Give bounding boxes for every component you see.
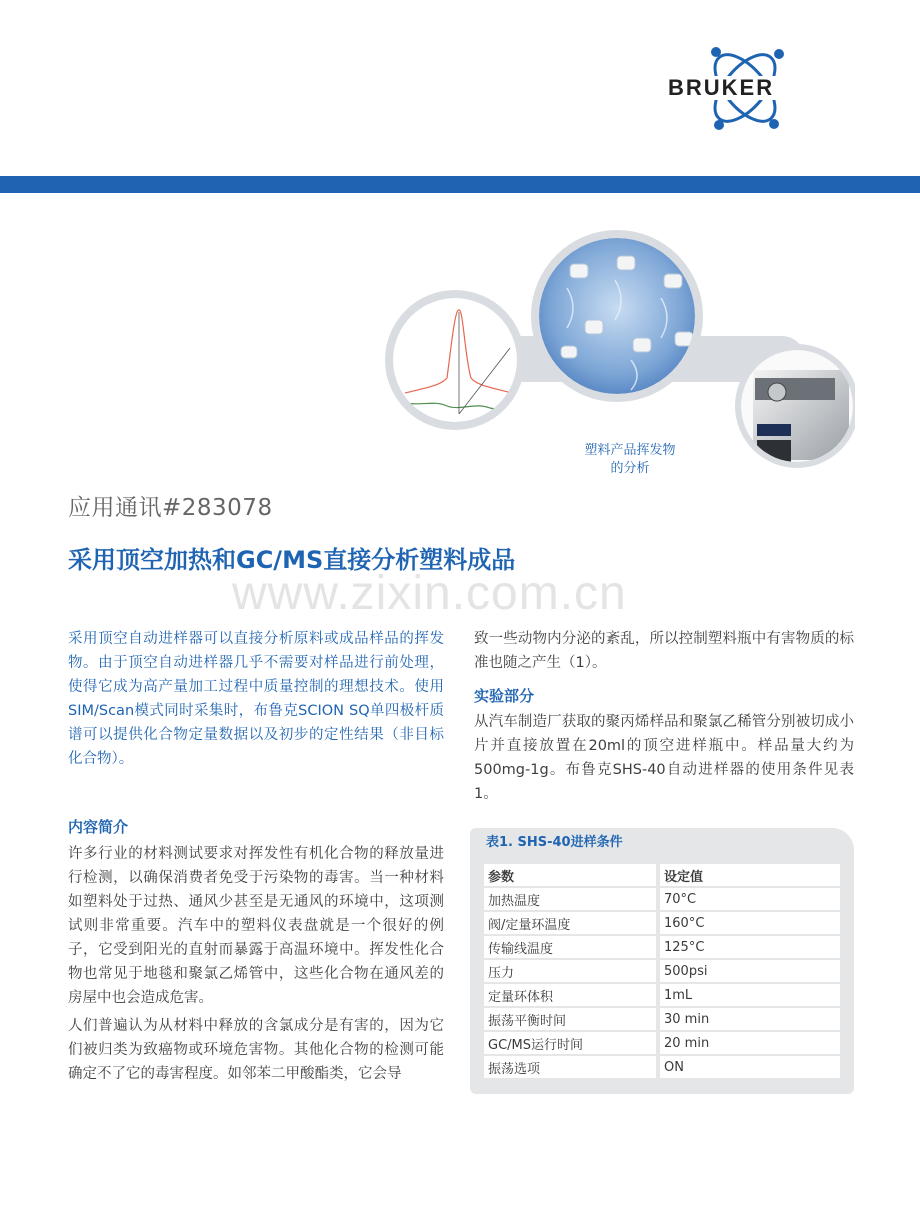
value-cell: ON bbox=[660, 1056, 840, 1078]
header-setting: 设定值 bbox=[660, 864, 840, 886]
param-cell: 定量环体积 bbox=[484, 984, 660, 1006]
table-row bbox=[484, 984, 840, 1006]
conditions-table bbox=[484, 862, 840, 1080]
param-cell: 传输线温度 bbox=[484, 936, 660, 958]
caption-line-2: 的分析 bbox=[610, 461, 650, 476]
header-parameter: 参数 bbox=[484, 864, 660, 886]
param-cell: 加热温度 bbox=[484, 888, 660, 910]
table-header-row bbox=[484, 864, 840, 886]
experimental-heading: 实验部分 bbox=[474, 687, 535, 705]
experimental-text: 从汽车制造厂获取的聚丙烯样品和聚氯乙稀管分别被切成小片并直接放置在20ml的顶空进样瓶中。样品量大约为500mg-1g。布鲁克SHS-40自动进样器的使用条件见表1。 bbox=[474, 714, 854, 802]
caption-line-1: 塑料产品挥发物 bbox=[584, 443, 676, 458]
table-row bbox=[484, 936, 840, 958]
table-caption: 表1. SHS-40进样条件 bbox=[486, 835, 623, 850]
value-cell: 160°C bbox=[660, 912, 840, 934]
param-cell: 压力 bbox=[484, 960, 660, 982]
intro-paragraph-1: 许多行业的材料测试要求对挥发性有机化合物的释放量进行检测，以确保消费者免受于污染物的毒害。当一种材料如塑料处于过热、通风少甚至是无通风的环境中，这项测试则非常重要。汽车中的塑料仪表盘就是一个很好的例子，它受到阳光的直射而暴露于高温环境中。挥发性化合物也常见于地毯和聚氯乙烯管中，这些化合物在通风差的房屋中也会造成危害。 bbox=[68, 846, 444, 1006]
hero-illustration bbox=[385, 228, 855, 468]
param-cell: GC/MS运行时间 bbox=[484, 1032, 660, 1054]
header-band bbox=[0, 176, 920, 193]
bruker-logo bbox=[660, 40, 830, 135]
conditions-table-box bbox=[470, 828, 854, 1094]
abstract-text: 采用顶空自动进样器可以直接分析原料或成品样品的挥发物。由于顶空自动进样器几乎不需要对样品进行前处理，使得它成为高产量加工过程中质量控制的理想技术。使用SIM/Scan模式同时采集时，布鲁克SCION SQ单四极杆质谱可以提供化合物定量数据以及初步的定性结果（非目标化合物）。 bbox=[68, 631, 444, 767]
brand-name: BRUKER bbox=[668, 75, 775, 100]
value-cell: 70°C bbox=[660, 888, 840, 910]
value-cell: 1mL bbox=[660, 984, 840, 1006]
value-cell: 125°C bbox=[660, 936, 840, 958]
table-row bbox=[484, 1056, 840, 1078]
value-cell: 500psi bbox=[660, 960, 840, 982]
hero-caption bbox=[560, 442, 700, 478]
value-cell: 30 min bbox=[660, 1008, 840, 1030]
page-title: 采用顶空加热和GC/MS直接分析塑料成品 bbox=[68, 546, 516, 574]
table-row bbox=[484, 888, 840, 910]
intro-heading: 内容简介 bbox=[68, 818, 129, 836]
chromatogram-image bbox=[393, 298, 517, 422]
param-cell: 振荡选项 bbox=[484, 1056, 660, 1078]
autosampler-image bbox=[741, 350, 853, 462]
value-cell: 20 min bbox=[660, 1032, 840, 1054]
intro-continuation: 致一些动物内分泌的紊乱，所以控制塑料瓶中有害物质的标准也随之产生（1）。 bbox=[474, 631, 854, 671]
param-cell: 振荡平衡时间 bbox=[484, 1008, 660, 1030]
param-cell: 阀/定量环温度 bbox=[484, 912, 660, 934]
table-row bbox=[484, 1008, 840, 1030]
watermark: www.zixin.com.cn bbox=[232, 567, 627, 620]
table-row bbox=[484, 960, 840, 982]
intro-paragraph-2: 人们普遍认为从材料中释放的含氯成分是有害的，因为它们被归类为致癌物或环境危害物。其他化合物的检测可能确定不了它的毒害程度。如邻苯二甲酸酯类，它会导 bbox=[68, 1018, 444, 1082]
table-row bbox=[484, 912, 840, 934]
table-row bbox=[484, 1032, 840, 1054]
application-note-number: 应用通讯#283078 bbox=[68, 495, 273, 521]
bottles-image bbox=[539, 238, 695, 394]
